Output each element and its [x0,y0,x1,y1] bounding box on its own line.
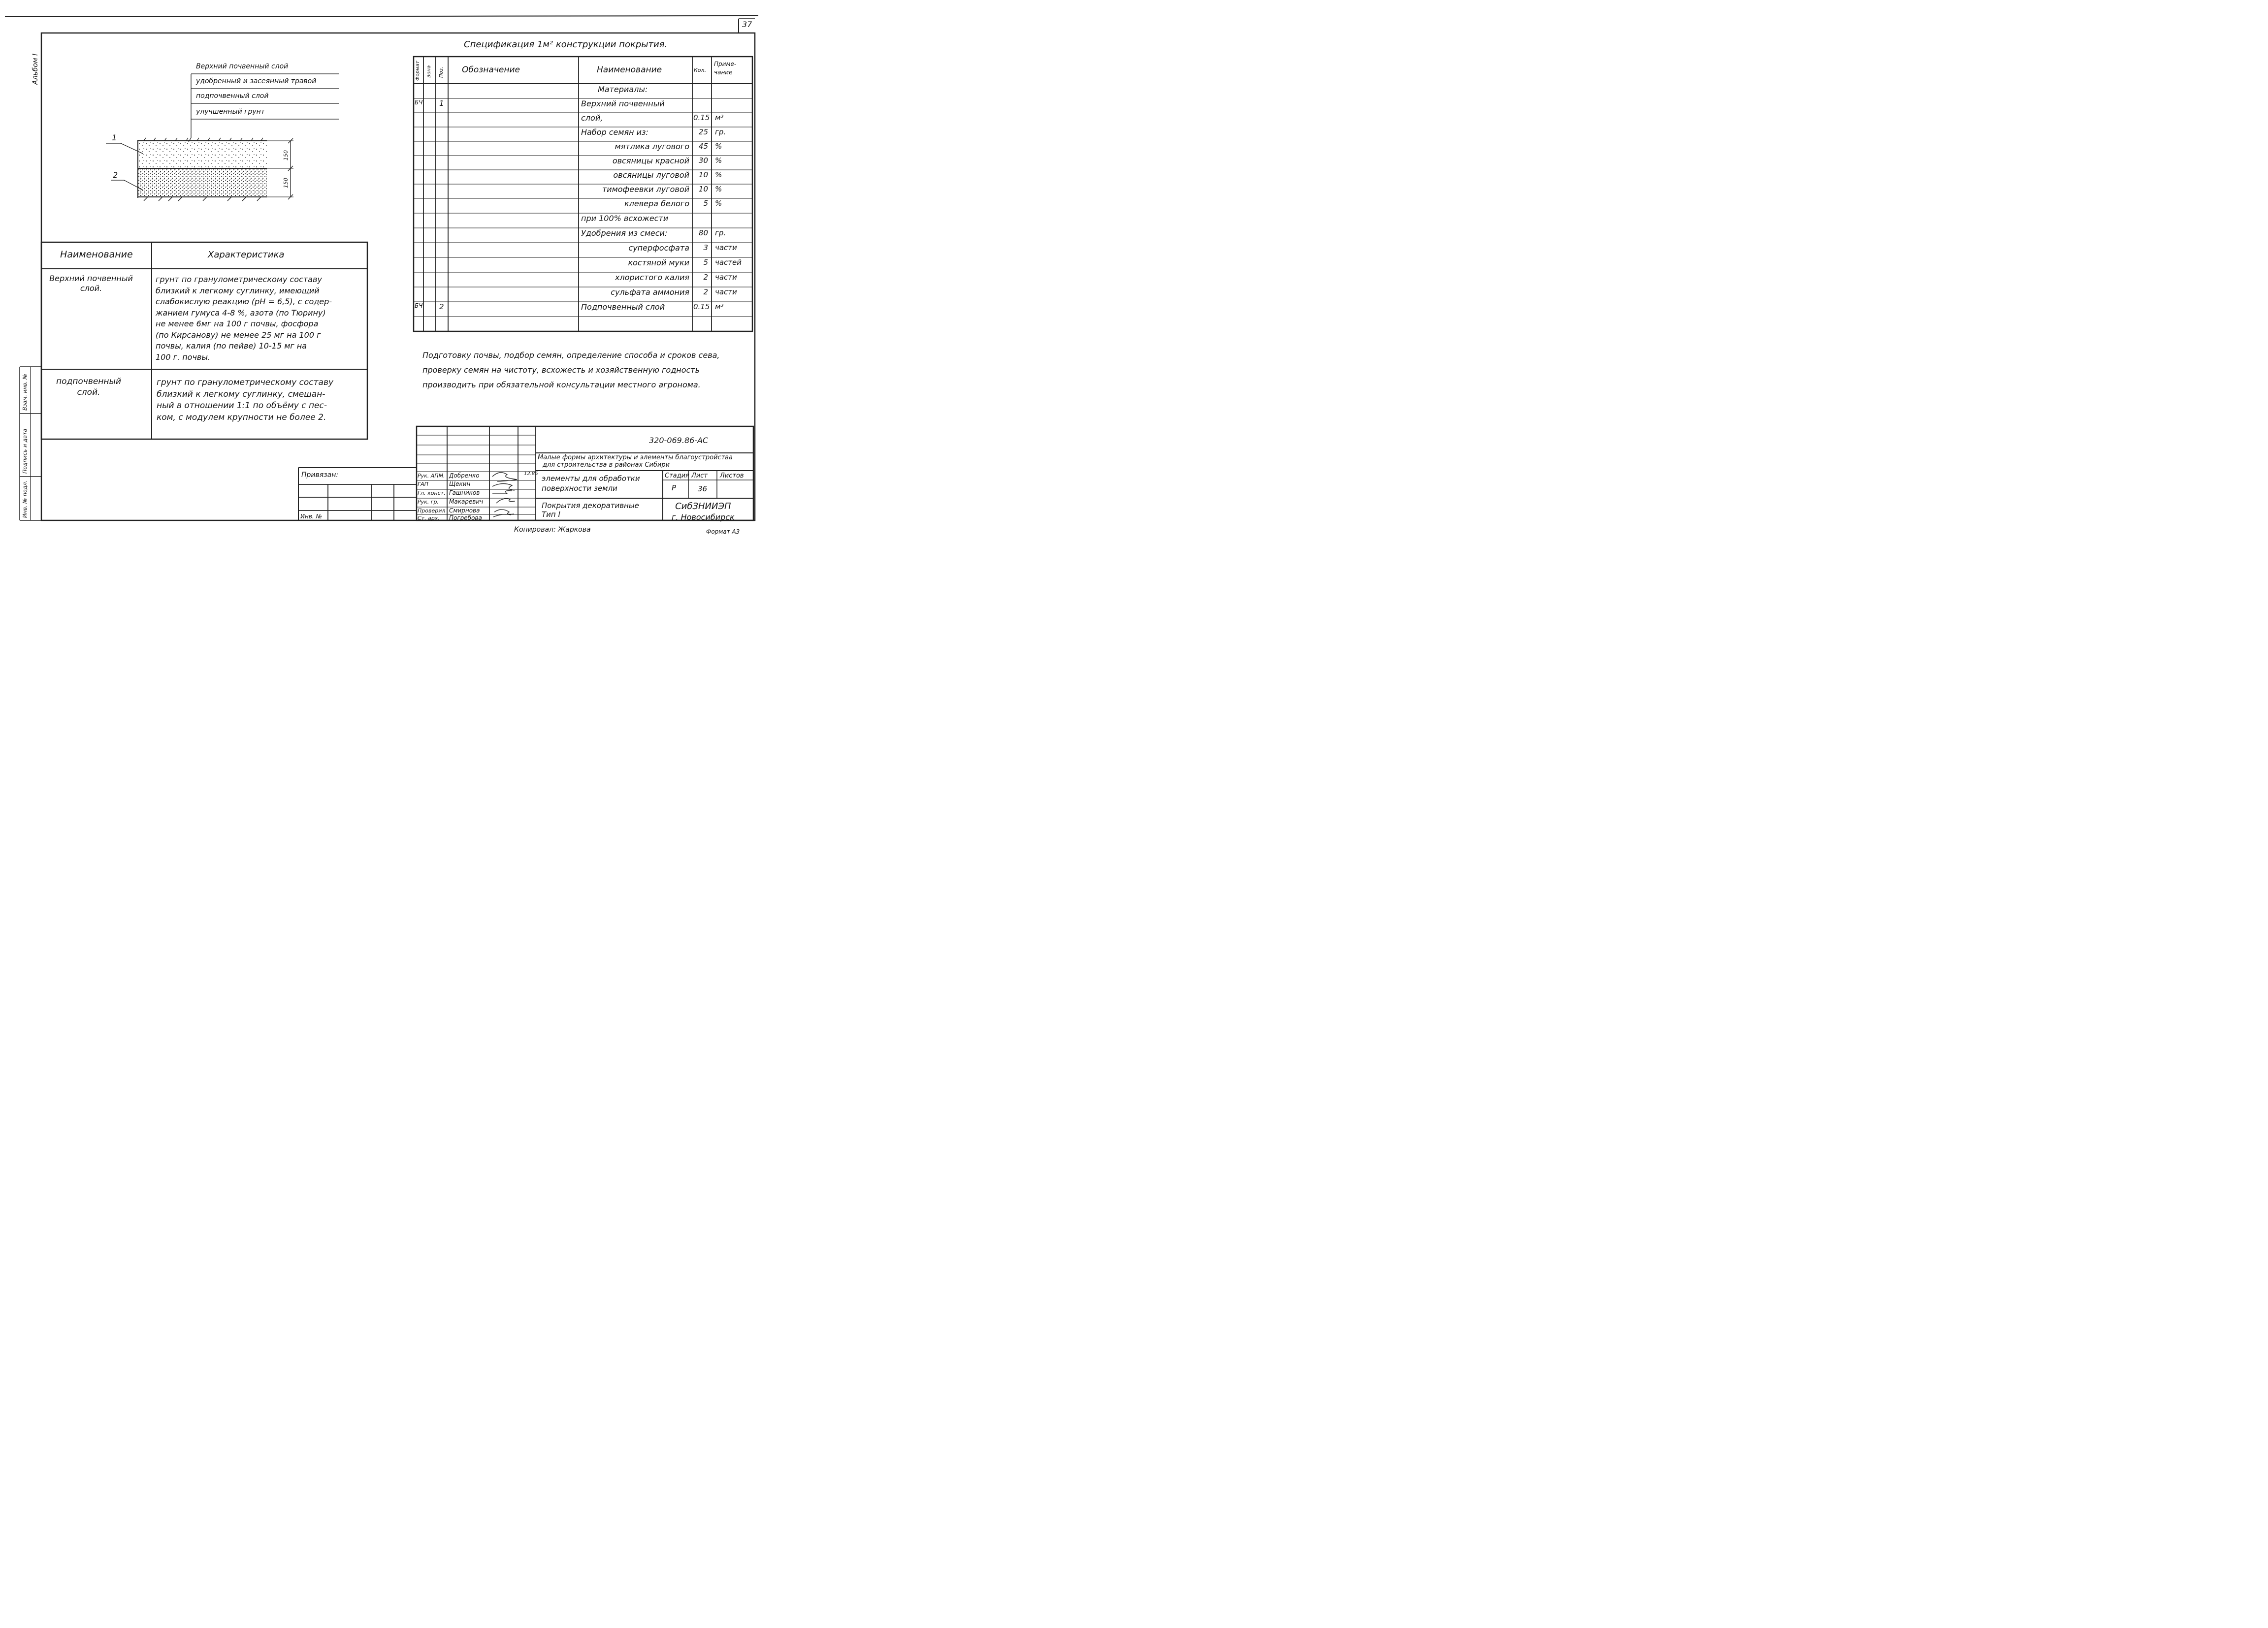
spec-cell-name: овсяницы луговой [613,170,689,180]
staff-name: Макаревич [449,498,484,505]
spec-cell-name: клевера белого [624,199,689,208]
spec-cell-note: гр. [715,128,726,136]
spec-cell-qty: 0.15 [693,302,710,311]
spec-header-zone: Зона [426,65,432,78]
staff-role: Ст. арх. [418,515,440,521]
spec-cell-name: тимофеевки луговой [602,185,689,194]
spec-cell-qty: 0.15 [693,113,710,122]
spec-cell-qty: 5 [703,258,708,267]
staff-role: ГАП [418,481,428,487]
staff-role: Рук. гр. [418,499,439,505]
spec-cell-qty: 80 [698,228,708,237]
spec-title: Спецификация 1м² конструкции покрытия. [464,39,668,50]
installation-note: Подготовку почвы, подбор семян, определение способа и сроков сева, проверку семян на чистоту, всхожесть и хозяйственную годность производить при обязательной консультации местного агронома. [422,351,720,389]
spec-cell-name: Удобрения из смеси: [581,228,668,238]
element-title: элементы для обработки поверхности земли [542,474,640,493]
spec-cell-name: костяной муки [628,258,689,267]
spec-cell-qty: 2 [703,287,708,296]
spec-cell-pos: 2 [439,302,444,311]
sheet-number: 37 [742,20,752,29]
organization: СибЗНИИЭП г. Новосибирск [672,501,735,522]
spec-cell-name: слой, [581,113,603,123]
spec-cell-format: БЧ [415,99,423,106]
sheet-label: Лист [691,472,708,479]
inv-label: Инв. № [300,513,323,520]
spec-cell-note: % [715,156,722,165]
layer-label-improved-ground: улучшенный грунт [196,108,265,116]
format-label: Формат А3 [706,528,740,535]
spec-cell-format: БЧ [415,302,423,309]
spec-cell-name: Материалы: [598,85,648,94]
spec-cell-name: Подпочвенный слой [581,302,665,312]
layer-label-subsoil: подпочвенный слой [196,92,269,100]
char-row-1-name: Верхний почвенный слой. [49,274,133,293]
spec-cell-note: % [715,199,722,208]
char-row-1-desc: грунт по гранулометрическому составу близкий к легкому суглинку, имеющий слабокислую реакцию (pH = 6,5), с содер- жанием гумуса 4-8 %, азота (по Тюрину) не менее 6мг на 100 г почвы, фосфора (по Кирсанову) не менее 25 мг на 100 г почвы, калия (по пейве) 10-15 мг на 100 г. почвы. [156,275,332,362]
spec-cell-note: м³ [715,302,724,311]
binding-label: Привязан: [301,471,339,479]
spec-cell-note: гр. [715,228,726,237]
approval-date: 12.85 [524,471,538,477]
callout-2: 2 [113,170,118,180]
spec-cell-qty: 45 [698,142,708,151]
spec-cell-qty: 2 [703,273,708,282]
spec-cell-note: части [715,243,737,252]
spec-cell-qty: 30 [698,156,708,165]
spec-cell-name: овсяницы красной [612,156,689,165]
spec-header-pos: Поз. [439,66,444,78]
spec-header-note: Приме-чание [714,61,737,76]
spec-cell-qty: 3 [703,243,708,252]
document-code: 320-069.86-АС [649,436,709,445]
spec-cell-name: мятлика лугового [615,142,689,151]
spec-cell-note: % [715,142,722,151]
spec-cell-name: хлористого калия [615,273,689,282]
spec-cell-note: части [715,287,737,296]
spec-cell-note: % [715,170,722,179]
margin-inv-podl: Инв. № подл. [22,480,28,518]
spec-cell-note: частей [715,258,742,267]
spec-cell-pos: 1 [439,99,444,108]
char-row-2-desc: грунт по гранулометрическому составу близкий к легкому суглинку, смешан- ный в отношении 1:1 по объёму с пес- ком, с модулем крупности не более 2. [157,378,334,422]
char-header-desc: Характеристика [208,250,285,260]
stage-value: Р [672,483,677,492]
spec-header-designation: Обозначение [462,65,520,75]
spec-cell-qty: 25 [698,128,708,136]
spec-cell-qty: 10 [698,170,708,179]
spec-cell-note: % [715,185,722,193]
staff-role: Гл. конст. [418,490,446,496]
staff-name: Щекин [449,480,471,487]
layer-label-fertilized: удобренный и засеянный травой [196,77,317,85]
staff-role: Проверил [418,508,446,514]
dimension-bottom: 150 [283,178,289,188]
stage-label: Стадия [665,472,689,479]
margin-signature-date: Подпись и дата [22,428,28,474]
dimension-top: 150 [283,150,289,160]
spec-cell-qty: 5 [703,199,708,208]
spec-cell-qty: 10 [698,185,708,193]
album-label: Альбом I [32,53,39,85]
spec-cell-name: сульфата аммония [611,287,689,297]
layer-label-top-soil: Верхний почвенный слой [196,63,289,70]
spec-header-format: Формат [415,61,421,81]
staff-name: Смирнова [449,507,480,514]
project-title: Малые формы архитектуры и элементы благоустройства для строительства в районах Сибири [538,454,733,469]
spec-header-qty: Кол. [694,67,707,73]
spec-cell-note: м³ [715,113,724,122]
spec-cell-name: суперфосфата [628,243,689,253]
staff-name: Погребова [449,514,482,521]
spec-cell-name: Верхний почвенный [581,99,665,108]
char-row-2-name: подпочвенный слой. [56,377,121,397]
callout-1: 1 [112,133,117,142]
sheets-label: Листов [720,472,744,479]
sheet-title: Покрытия декоративные Тип I [542,501,639,519]
sheet-value: 36 [698,484,708,493]
margin-vzam-inv: Взам. инв. № [22,374,28,411]
spec-cell-name: при 100% всхожести [581,214,669,223]
spec-header-name: Наименование [597,65,662,75]
copied-by: Копировал: Жаркова [514,526,591,534]
spec-cell-name: Набор семян из: [581,128,648,137]
staff-role: Рук. АПМ. [418,473,445,479]
spec-cell-note: части [715,273,737,282]
staff-name: Добренко [449,472,480,479]
char-header-name: Наименование [60,249,133,260]
staff-name: Гашников [449,489,480,496]
